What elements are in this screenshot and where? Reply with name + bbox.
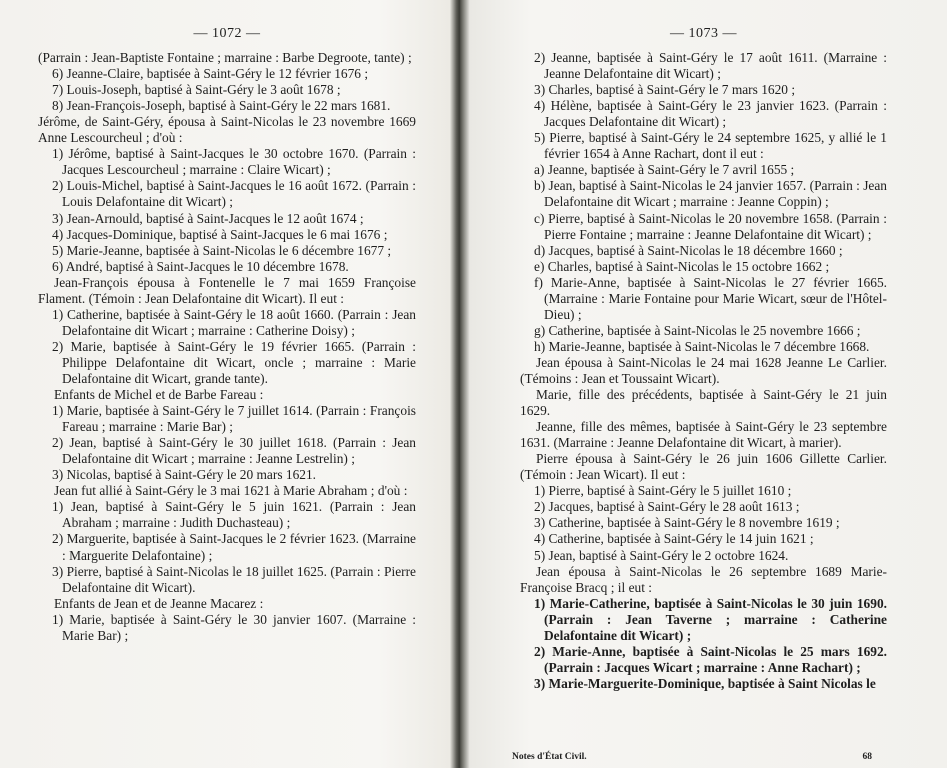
paragraph: 1) Marie, baptisée à Saint-Géry le 7 juillet 1614. (Parrain : François Fareau ; marraine : Marie Bar) ; — [52, 403, 416, 435]
left-page-number: — 1072 — — [193, 26, 261, 41]
paragraph: 3) Jean-Arnould, baptisé à Saint-Jacques le 12 août 1674 ; — [52, 210, 364, 226]
paragraph: 1) Marie-Catherine, baptisée à Saint-Nicolas le 30 juin 1690. (Parrain : Jean Taverne ; marraine : Catherine Delafontaine dit Wicart) ; — [534, 595, 887, 643]
footer-title: Notes d'État Civil. — [512, 752, 587, 762]
paragraph: (Parrain : Jean-Baptiste Fontaine ; marraine : Barbe Degroote, tante) ; — [38, 50, 412, 66]
paragraph: a) Jeanne, baptisée à Saint-Géry le 7 avril 1655 ; — [534, 162, 795, 178]
paragraph: 3) Catherine, baptisée à Saint-Géry le 8 novembre 1619 ; — [534, 515, 840, 531]
paragraph: 1) Jérôme, baptisé à Saint-Jacques le 30 octobre 1670. (Parrain : Jacques Lescourcheul ; marraine : Claire Wicart) ; — [52, 146, 416, 178]
left-page-body — [38, 50, 416, 644]
paragraph: h) Marie-Jeanne, baptisée à Saint-Nicolas le 7 décembre 1668. — [534, 338, 870, 354]
paragraph: Jean-François épousa à Fontenelle le 7 mai 1659 Françoise Flament. (Témoin : Jean Delafontaine dit Wicart). Il eut : — [38, 274, 416, 306]
paragraph: Jean épousa à Saint-Nicolas le 24 mai 1628 Jeanne Le Carlier. (Témoins : Jean et Toussaint Wicart). — [520, 354, 887, 386]
signature-mark: 68 — [862, 752, 872, 762]
paragraph: b) Jean, baptisé à Saint-Nicolas le 24 janvier 1657. (Parrain : Jean Delafontaine dit Wicart ; marraine : Jeanne Coppin) ; — [534, 178, 887, 210]
paragraph: 5) Jean, baptisé à Saint-Géry le 2 octobre 1624. — [534, 547, 789, 563]
paragraph: 2) Marguerite, baptisée à Saint-Jacques le 2 février 1623. (Marraine : Marguerite Delafontaine) ; — [52, 531, 416, 563]
left-page — [0, 0, 450, 768]
paragraph: Enfants de Michel et de Barbe Fareau : — [54, 387, 264, 403]
paragraph: g) Catherine, baptisée à Saint-Nicolas le 25 novembre 1666 ; — [534, 322, 861, 338]
paragraph: f) Marie-Anne, baptisée à Saint-Nicolas le 27 février 1665. (Marraine : Marie Fontaine pour Marie Wicart, sœur de l'Hôtel-Dieu) ; — [534, 274, 887, 322]
paragraph: 6) Jeanne-Claire, baptisée à Saint-Géry le 12 février 1676 ; — [52, 66, 369, 82]
paragraph: Marie, fille des précédents, baptisée à Saint-Géry le 21 juin 1629. — [520, 387, 887, 419]
paragraph: 5) Marie-Jeanne, baptisée à Saint-Nicolas le 6 décembre 1677 ; — [52, 242, 392, 258]
paragraph: 3) Charles, baptisé à Saint-Géry le 7 mars 1620 ; — [534, 82, 796, 98]
paragraph: 7) Louis-Joseph, baptisé à Saint-Géry le 3 août 1678 ; — [52, 82, 341, 98]
paragraph: Jérôme, de Saint-Géry, épousa à Saint-Nicolas le 23 novembre 1669 Anne Lescourcheul ; d'où : — [38, 114, 416, 146]
paragraph: 6) André, baptisé à Saint-Jacques le 10 décembre 1678. — [52, 258, 349, 274]
paragraph: 1) Marie, baptisée à Saint-Géry le 30 janvier 1607. (Marraine : Marie Bar) ; — [52, 611, 416, 643]
paragraph: e) Charles, baptisé à Saint-Nicolas le 15 octobre 1662 ; — [534, 258, 830, 274]
right-page-body — [520, 50, 887, 692]
paragraph: 3) Marie-Marguerite-Dominique, baptisée à Saint Nicolas le — [534, 675, 876, 691]
paragraph: d) Jacques, baptisé à Saint-Nicolas le 18 décembre 1660 ; — [534, 242, 843, 258]
paragraph: 5) Pierre, baptisé à Saint-Géry le 24 septembre 1625, y allié le 1 février 1654 à Anne Rachart, dont il eut : — [534, 130, 887, 162]
paragraph: 1) Jean, baptisé à Saint-Géry le 5 juin 1621. (Parrain : Jean Abraham ; marraine : Judith Duchasteau) ; — [52, 499, 416, 531]
paragraph: 4) Hélène, baptisée à Saint-Géry le 23 janvier 1623. (Parrain : Jacques Delafontaine dit Wicart) ; — [534, 98, 887, 130]
paragraph: 1) Pierre, baptisé à Saint-Géry le 5 juillet 1610 ; — [534, 483, 792, 499]
page-footer — [512, 752, 872, 762]
paragraph: 3) Nicolas, baptisé à Saint-Géry le 20 mars 1621. — [52, 467, 317, 483]
paragraph: Enfants de Jean et de Jeanne Macarez : — [54, 595, 264, 611]
paragraph: 3) Pierre, baptisé à Saint-Nicolas le 18 juillet 1625. (Parrain : Pierre Delafontaine dit Wicart). — [52, 563, 416, 595]
paragraph: Jeanne, fille des mêmes, baptisée à Saint-Géry le 23 septembre 1631. (Marraine : Jeanne Delafontaine dit Wicart, à marier). — [520, 419, 887, 451]
paragraph: c) Pierre, baptisé à Saint-Nicolas le 20 novembre 1658. (Parrain : Pierre Fontaine ; marraine : Jeanne Delafontaine dit Wicart) ; — [534, 210, 887, 242]
paragraph: 1) Catherine, baptisée à Saint-Géry le 18 août 1660. (Parrain : Jean Delafontaine dit Wicart ; marraine : Catherine Doisy) ; — [52, 306, 416, 338]
paragraph: 2) Marie-Anne, baptisée à Saint-Nicolas le 25 mars 1692. (Parrain : Jacques Wicart ; marraine : Anne Rachart) ; — [534, 643, 887, 675]
paragraph: 2) Jeanne, baptisée à Saint-Géry le 17 août 1611. (Marraine : Jeanne Delafontaine dit Wicart) ; — [534, 50, 887, 82]
paragraph: 4) Catherine, baptisée à Saint-Géry le 14 juin 1621 ; — [534, 531, 814, 547]
right-page-number: — 1073 — — [670, 26, 737, 41]
paragraph: 8) Jean-François-Joseph, baptisé à Saint-Géry le 22 mars 1681. — [52, 98, 391, 114]
paragraph: Pierre épousa à Saint-Géry le 26 juin 1606 Gillette Carlier. (Témoin : Jean Wicart). Il eut : — [520, 451, 887, 483]
paragraph: 2) Jacques, baptisé à Saint-Géry le 28 août 1613 ; — [534, 499, 800, 515]
paragraph: 2) Marie, baptisée à Saint-Géry le 19 février 1665. (Parrain : Philippe Delafontaine dit Wicart, oncle ; marraine : Marie Delafontaine dit Wicart, grande tante). — [52, 338, 416, 386]
right-page — [478, 0, 947, 768]
paragraph: Jean fut allié à Saint-Géry le 3 mai 1621 à Marie Abraham ; d'où : — [54, 483, 408, 499]
paragraph: Jean épousa à Saint-Nicolas le 26 septembre 1689 Marie-Françoise Bracq ; il eut : — [520, 563, 887, 595]
paragraph: 4) Jacques-Dominique, baptisé à Saint-Jacques le 6 mai 1676 ; — [52, 226, 388, 242]
paragraph: 2) Jean, baptisé à Saint-Géry le 30 juillet 1618. (Parrain : Jean Delafontaine dit Wicart ; marraine : Jeanne Lestrelin) ; — [52, 435, 416, 467]
paragraph: 2) Louis-Michel, baptisé à Saint-Jacques le 16 août 1672. (Parrain : Louis Delafontaine dit Wicart) ; — [52, 178, 416, 210]
